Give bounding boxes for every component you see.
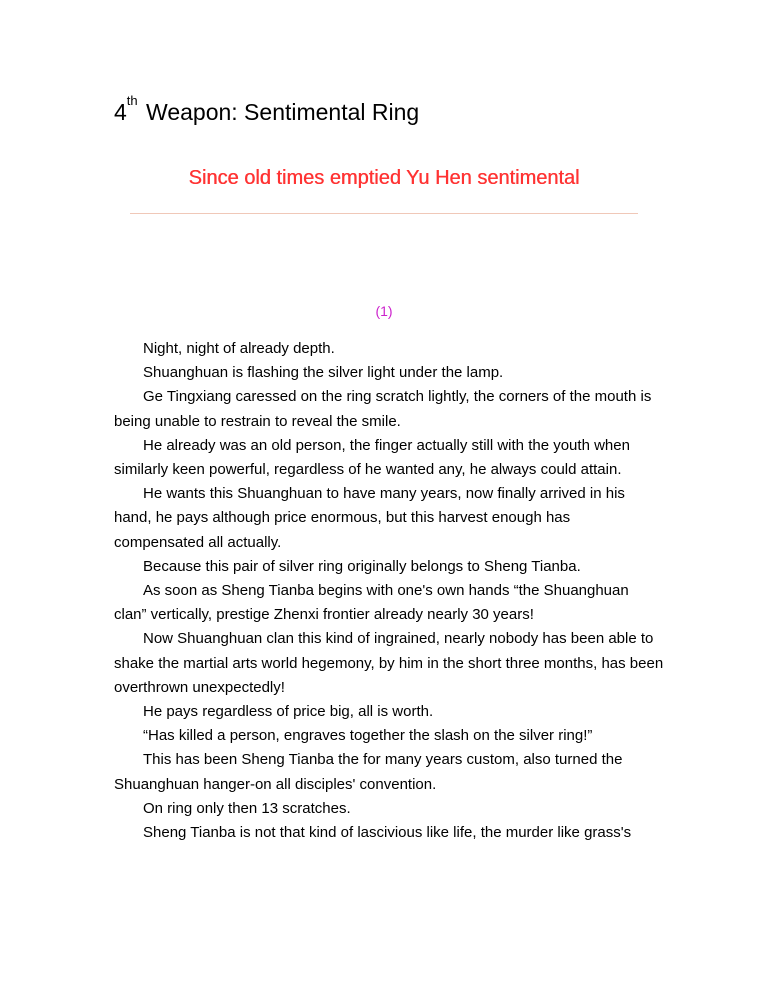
paragraph: He wants this Shuanghuan to have many years, now finally arrived in his hand, he pays although price enormous, but this harvest enough has compensated all actually. (114, 485, 625, 551)
paragraph: On ring only then 13 scratches. (143, 799, 351, 817)
paragraph: He pays regardless of price big, all is worth. (143, 703, 434, 721)
paragraph: He already was an old person, the finger actually still with the youth when similarly keen powerful, regardless of he wanted any, he always could attain. (114, 436, 630, 479)
paragraph: “Has killed a person, engraves together the slash on the silver ring!” (143, 727, 593, 745)
paragraph: This has been Sheng Tianba the for many years custom, also turned the Shuanghuan hanger-on all disciples' convention. (114, 751, 623, 793)
paragraph: Night, night of already depth. (143, 340, 335, 357)
horizontal-divider (130, 213, 638, 214)
chapter-ordinal-suffix: th (126, 93, 138, 109)
section-number: (1) (375, 303, 393, 319)
chapter-subtitle: Since old times emptied Yu Hen sentimental (188, 167, 580, 189)
paragraph: As soon as Sheng Tianba begins with one's own hands “the Shuanghuan clan” vertically, prestige Zhenxi frontier already nearly 30 years! (114, 582, 629, 624)
paragraph: Because this pair of silver ring originally belongs to Sheng Tianba. (143, 557, 581, 575)
paragraph: Now Shuanghuan clan this kind of ingrained, nearly nobody has been able to shake the martial arts world hegemony, by him in the short three months, has been overthrown unexpectedly! (114, 630, 664, 696)
chapter-title (114, 93, 420, 128)
paragraph: Shuanghuan is flashing the silver light under the lamp. (143, 364, 504, 382)
body-text (114, 337, 664, 845)
chapter-number: 4 (114, 99, 127, 125)
paragraph: Sheng Tianba is not that kind of lascivious like life, the murder like grass's (143, 824, 632, 842)
paragraph: Ge Tingxiang caressed on the ring scratch lightly, the corners of the mouth is being unable to restrain to reveal the smile. (114, 388, 652, 430)
chapter-title-text: Weapon: Sentimental Ring (146, 99, 420, 125)
